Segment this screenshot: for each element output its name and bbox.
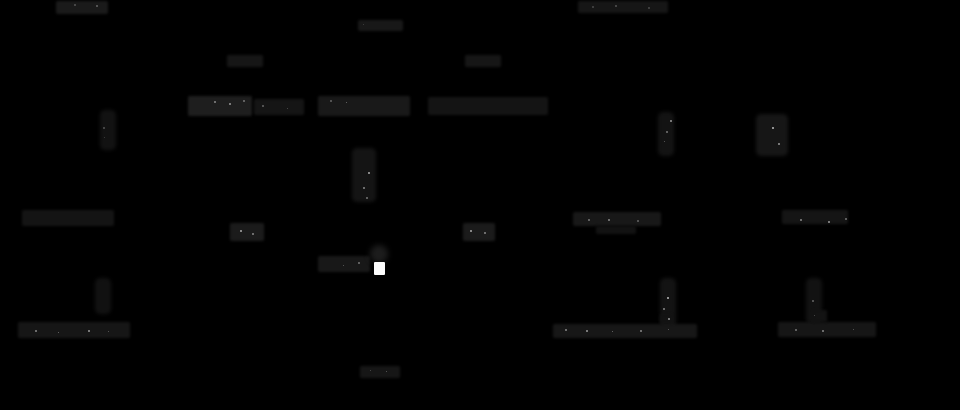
speckle-dot bbox=[670, 120, 672, 122]
speckle-dot bbox=[386, 371, 387, 372]
speckle-dot bbox=[648, 7, 650, 9]
illegible-text-smudge bbox=[660, 314, 672, 323]
speckle-dot bbox=[96, 5, 98, 7]
speckle-dot bbox=[252, 233, 254, 235]
speckle-dot bbox=[588, 219, 590, 221]
speckle-dot bbox=[243, 100, 245, 102]
speckle-dot bbox=[828, 221, 830, 223]
illegible-text-smudge bbox=[465, 55, 501, 67]
structure-smudge bbox=[660, 278, 676, 330]
illegible-text-smudge bbox=[596, 226, 636, 234]
speckle-dot bbox=[330, 100, 332, 102]
speckle-dot bbox=[664, 141, 665, 142]
illegible-text-smudge bbox=[318, 256, 370, 272]
speckle-dot bbox=[640, 330, 642, 332]
speckle-dot bbox=[358, 262, 360, 264]
speckle-dot bbox=[363, 24, 364, 25]
illegible-text-smudge bbox=[188, 96, 252, 116]
speckle-dot bbox=[214, 101, 216, 103]
speckle-dot bbox=[346, 102, 347, 103]
speckle-dot bbox=[35, 330, 37, 332]
speckle-dot bbox=[772, 127, 774, 129]
illegible-text-smudge bbox=[230, 223, 264, 241]
speckle-dot bbox=[370, 370, 371, 371]
speckle-dot bbox=[668, 318, 670, 320]
speckle-dot bbox=[88, 330, 90, 332]
illegible-text-smudge bbox=[360, 366, 400, 378]
speckle-dot bbox=[845, 218, 847, 220]
illegible-text-smudge bbox=[463, 223, 495, 241]
structure-smudge bbox=[100, 110, 116, 150]
speckle-dot bbox=[262, 105, 264, 107]
speckle-dot bbox=[470, 230, 472, 232]
speckle-dot bbox=[812, 300, 814, 302]
illegible-text-smudge bbox=[18, 322, 130, 338]
speckle-dot bbox=[608, 219, 610, 221]
illegible-text-smudge bbox=[782, 210, 848, 224]
structure-smudge bbox=[95, 278, 111, 314]
speckle-dot bbox=[666, 131, 668, 133]
speckle-dot bbox=[637, 220, 639, 222]
structure-smudge bbox=[806, 278, 822, 324]
illegible-text-smudge bbox=[813, 310, 827, 322]
speckle-dot bbox=[853, 329, 854, 330]
speckle-dot bbox=[615, 5, 617, 7]
structure-smudge bbox=[658, 112, 674, 156]
illegible-text-smudge bbox=[22, 210, 114, 226]
speckle-dot bbox=[795, 329, 797, 331]
speckle-dot bbox=[229, 103, 231, 105]
highlight-square bbox=[374, 262, 385, 275]
illegible-text-smudge bbox=[227, 55, 263, 67]
speckle-dot bbox=[287, 108, 288, 109]
speckle-dot bbox=[108, 331, 109, 332]
speckle-dot bbox=[74, 4, 76, 6]
illegible-text-smudge bbox=[578, 1, 668, 13]
speckle-dot bbox=[240, 230, 242, 232]
speckle-dot bbox=[667, 297, 669, 299]
illegible-text-smudge bbox=[428, 97, 548, 115]
speckle-dot bbox=[814, 315, 815, 316]
illegible-text-smudge bbox=[778, 322, 876, 337]
structure-smudge bbox=[756, 114, 788, 156]
speckle-dot bbox=[343, 265, 344, 266]
speckle-dot bbox=[363, 187, 365, 189]
speckle-dot bbox=[565, 329, 567, 331]
illegible-text-smudge bbox=[56, 1, 108, 14]
speckle-dot bbox=[663, 308, 665, 310]
speckle-dot bbox=[368, 172, 370, 174]
speckle-dot bbox=[366, 197, 368, 199]
speckle-dot bbox=[103, 127, 105, 129]
speckle-dot bbox=[778, 143, 780, 145]
illegible-text-smudge bbox=[318, 96, 410, 116]
structure-smudge bbox=[352, 148, 376, 202]
illegible-text-smudge bbox=[553, 324, 697, 338]
speckle-dot bbox=[592, 6, 594, 8]
speckle-dot bbox=[104, 137, 105, 138]
illegible-text-smudge bbox=[358, 20, 403, 31]
speckle-dot bbox=[800, 219, 802, 221]
speckle-dot bbox=[668, 329, 669, 330]
illegible-text-smudge bbox=[573, 212, 661, 226]
speckle-dot bbox=[822, 330, 824, 332]
speckle-dot bbox=[58, 332, 59, 333]
speckle-dot bbox=[612, 331, 613, 332]
illegible-text-smudge bbox=[254, 99, 304, 115]
glow-smudge bbox=[370, 245, 388, 263]
speckle-dot bbox=[586, 330, 588, 332]
speckle-dot bbox=[484, 232, 486, 234]
